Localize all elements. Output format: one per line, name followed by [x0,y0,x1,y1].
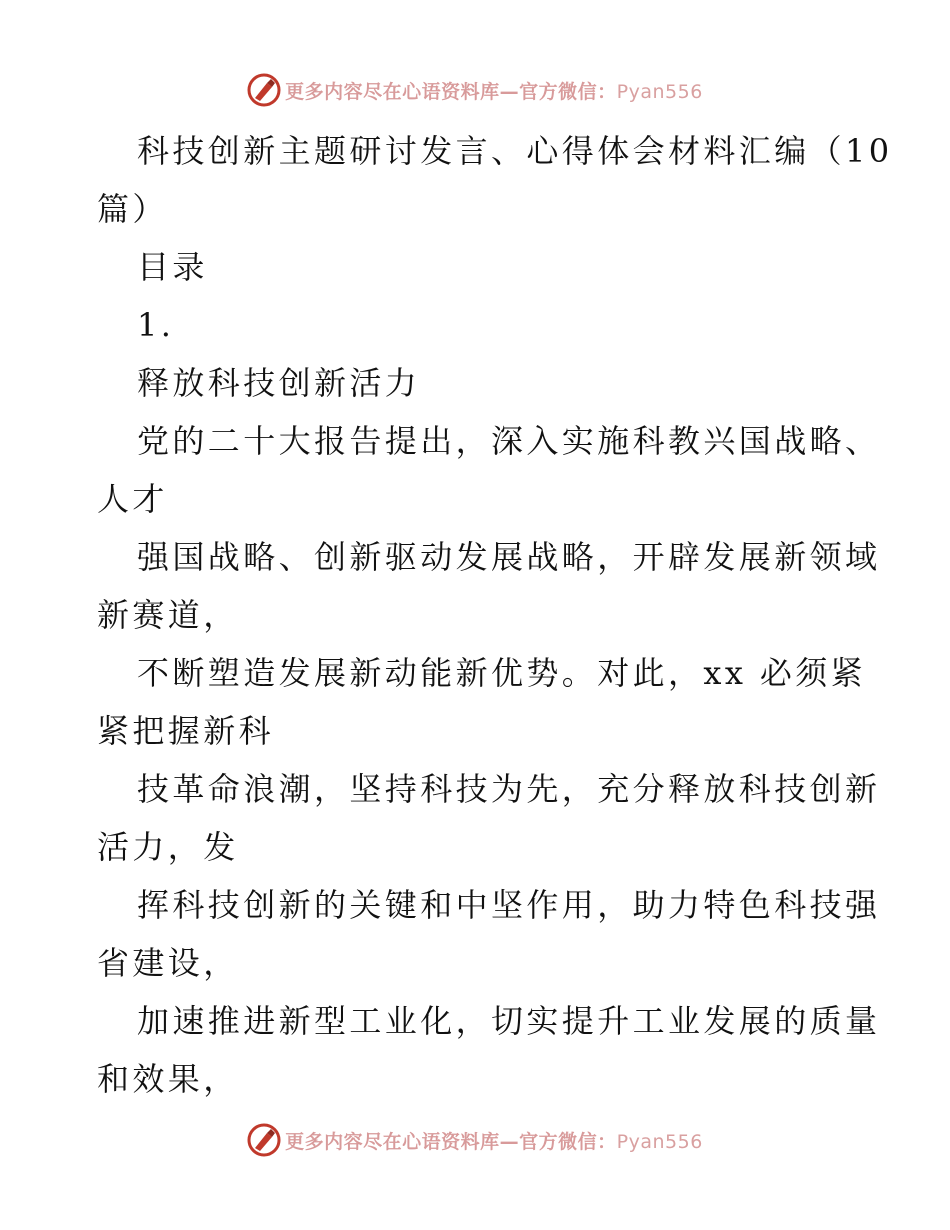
doc-line: 篇） [97,190,168,228]
doc-line: 紧把握新科 [97,712,275,750]
doc-line: 人才 [97,480,168,518]
doc-line: 1. [137,306,175,344]
doc-line: 强国战略、创新驱动发展战略，开辟发展新领域 [137,538,881,576]
banner-wechat-id: Pyan556 [616,80,703,103]
doc-line: 省建设， [97,944,239,982]
doc-line: 党的二十大报告提出，深入实施科教兴国战略、 [137,422,881,460]
pen-logo-icon [247,1123,281,1157]
header-banner [0,70,950,110]
document-body [97,122,893,1108]
pen-logo-icon [247,73,281,107]
banner-text [285,77,703,104]
doc-line: 和效果， [97,1060,239,1098]
banner-wechat-id: Pyan556 [616,1130,703,1153]
doc-line: 新赛道， [97,596,239,634]
doc-line: 目录 [137,248,208,286]
doc-line: 技革命浪潮，坚持科技为先，充分释放科技创新 [137,770,881,808]
banner-text [285,1127,703,1154]
doc-line: 不断塑造发展新动能新优势。对此，xx 必须紧 [137,654,867,692]
banner-label: 更多内容尽在心语资料库—官方微信： [285,1130,617,1153]
banner-label: 更多内容尽在心语资料库—官方微信： [285,80,617,103]
doc-line: 科技创新主题研讨发言、心得体会材料汇编（10 [137,132,893,170]
doc-line: 挥科技创新的关键和中坚作用，助力特色科技强 [137,886,881,924]
doc-line: 释放科技创新活力 [137,364,421,402]
footer-banner [0,1120,950,1160]
doc-line: 加速推进新型工业化，切实提升工业发展的质量 [137,1002,881,1040]
doc-line: 活力，发 [97,828,239,866]
